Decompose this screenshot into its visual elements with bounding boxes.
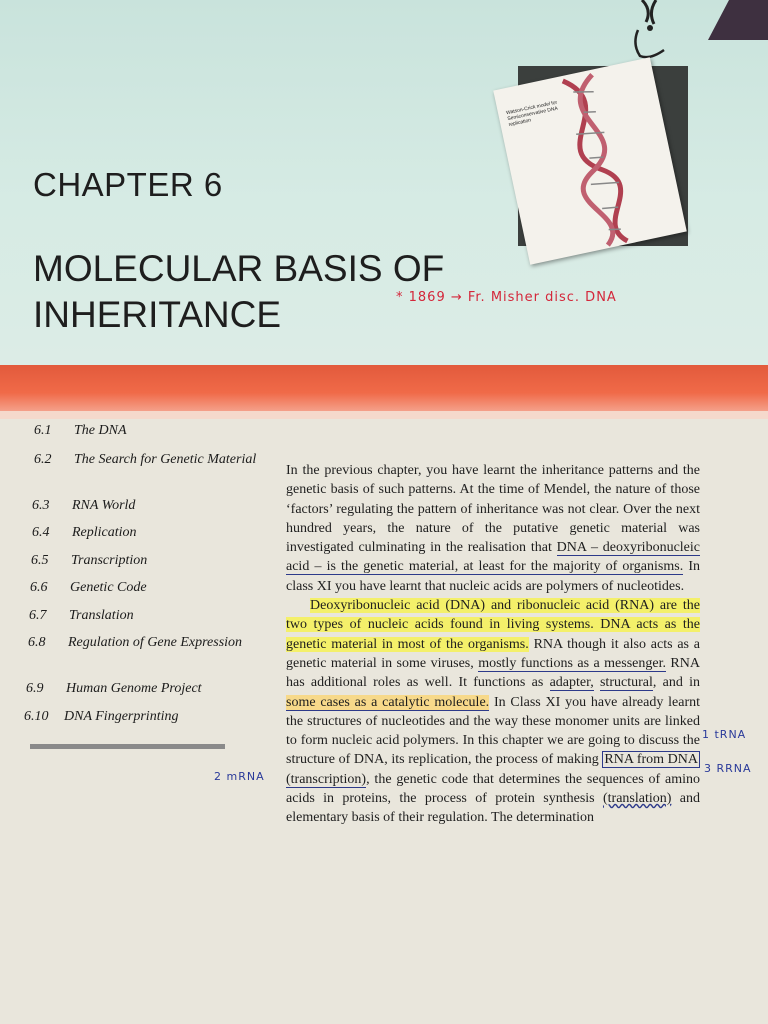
chapter-label: CHAPTER 6 (33, 166, 223, 203)
toc-label: Translation (69, 608, 134, 623)
toc-number: 6.8 (28, 635, 46, 650)
paragraph-1 (286, 461, 700, 596)
toc-label: Human Genome Project (66, 681, 202, 696)
margin-note-rrna: 3 RRNA (704, 762, 752, 775)
text-run: In the previous chapter, you have learnt the inheritance patterns and the genetic basis of such patterns. At the time of Mendel, the nature of those ‘factors’ regulating the pattern of inheritance was not clear. Over the next hundred years, the nature of the putative genetic material was investigated culminating in the realisation that (286, 463, 700, 556)
text-run: In class XI you have learnt that nucleic acids are polymers of nucleotides. (286, 559, 700, 594)
toc-number: 6.3 (32, 498, 50, 513)
text-run: RNA though it also acts as a genetic material in some viruses, (286, 636, 701, 671)
underlined-text: mostly functions as a messenger. (478, 655, 666, 671)
toc-label: Transcription (71, 553, 148, 568)
ncert-logo-icon (628, 0, 678, 62)
figure-caption: Watson-Crick model for Semiconservative DNA replication (505, 99, 559, 129)
underlined-text: (translation) (602, 791, 672, 807)
chapter-title (33, 246, 444, 338)
paragraph-2 (286, 596, 700, 828)
text-run: , the genetic code that determines the sequences of amino acids in proteins, the process of protein synthesis (286, 771, 700, 807)
toc-number: 6.9 (26, 681, 44, 696)
text-run: In Class XI you have already learnt the structures of nucleotides and the way these monomer units are linked to form nucleic acid polymers. In this chapter we are going to discuss the structure of DNA, its replication, the process of making (286, 694, 700, 768)
margin-note-trna: 1 tRNA (702, 728, 747, 741)
toc-label: RNA World (72, 498, 136, 513)
handwritten-note-top: * 1869 → Fr. Misher disc. DNA (396, 290, 617, 305)
toc-number: 6.5 (31, 553, 49, 568)
toc-number: 6.6 (30, 580, 48, 595)
underlined-text: DNA – deoxyribonucleic acid – is the genetic material, at least for the majority of organisms. (286, 540, 700, 575)
chapter-color-band (0, 365, 768, 411)
text-run: RNA has additional roles as well. It functions as (286, 655, 700, 691)
boxed-text: RNA from DNA (604, 752, 698, 768)
toc-label: Regulation of Gene Expression (68, 635, 243, 650)
highlighted-text: some cases as a catalytic molecule. (286, 694, 490, 710)
toc-number: 6.7 (29, 608, 47, 623)
chapter-title-line1: MOLECULAR BASIS OF (33, 248, 445, 289)
underlined-text: structural (599, 675, 653, 691)
toc-number: 6.4 (32, 525, 50, 540)
toc-number: 6.10 (24, 709, 49, 724)
underlined-text: adapter, (549, 675, 594, 691)
chapter-band-edge (0, 411, 768, 419)
toc-number: 6.1 (34, 423, 52, 438)
body-text (286, 461, 700, 828)
toc-label: DNA Fingerprinting (64, 709, 179, 724)
text-run: and elementary basis of their regulation. The determination (286, 791, 700, 826)
text-run: , and in (652, 675, 700, 691)
underlined-text: (transcription) (286, 771, 367, 787)
toc-label: Genetic Code (70, 580, 147, 595)
margin-note-mrna: 2 mRNA (214, 770, 265, 783)
toc-label: Replication (72, 525, 137, 540)
toc-label: The Search for Genetic Material (74, 452, 257, 467)
chapter-title-line2: INHERITANCE (33, 294, 282, 335)
contents-rule (30, 744, 225, 749)
highlighted-text: Deoxyribonucleic acid (DNA) and ribonucleic acid (RNA) are the two types of nucleic acids found in living systems. DNA acts as the genetic material in most of the organisms. (286, 598, 700, 652)
toc-label: The DNA (74, 423, 127, 438)
toc-number: 6.2 (34, 452, 52, 467)
